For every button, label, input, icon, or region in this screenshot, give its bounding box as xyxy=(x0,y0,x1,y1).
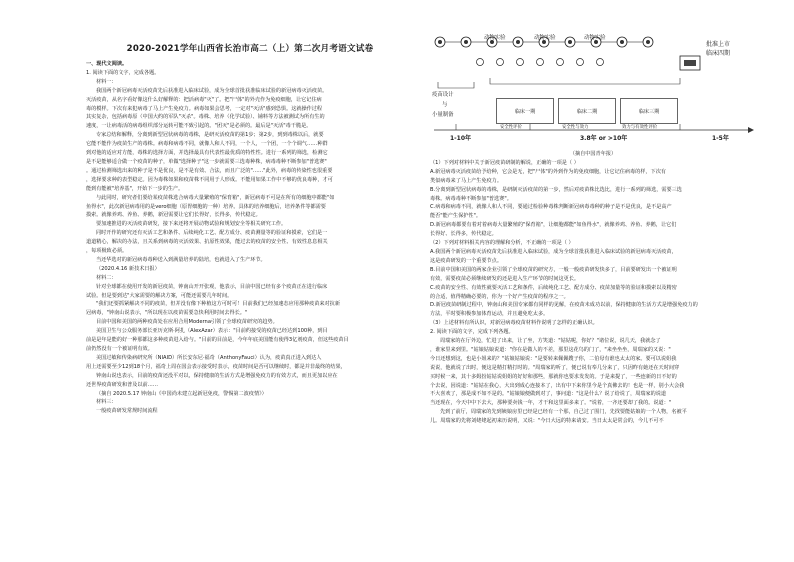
right-text-line: 这是疫苗研发的一个重要节点。 xyxy=(430,257,502,264)
left-text-line: 与此同时，研究者们要给某疫苗株选合病毒大量繁殖的"保育箱"，新冠病毒不可是在所有的细胞中都能"如 xyxy=(96,194,335,201)
left-text-line: 它能不能作为疫苗生产的毒株。病毒和病毒不同，就像人和人不同，一个人，一个团，一个个调气……种群 xyxy=(86,141,328,148)
left-text-line: 。通过检测筛选出来的种子是不是优良，是不是有效、合法，而且广泛的"……"此外，病毒的传染性也很重要 xyxy=(86,167,333,174)
right-text-line: ，谁家里来到里。"姑娘姑娘说道："你在是做人的不差，那里这花鸟的门了，"来坐坐坐，周瑞家的又说：" xyxy=(430,346,671,353)
left-text-line: 试验。但是要到达"大家需要的解决方案，可能还需要几年时间。 xyxy=(86,292,233,299)
right-text-line: 儿。周瑞家的先将刘姥姥起初来历说明，又说："今日大远的特来请安。当日太太是常会的，今儿不可不 xyxy=(430,418,664,425)
left-text-line: 材料二： xyxy=(96,274,117,281)
right-text-line: B.分离到新型冠状病毒的毒株，是研制灭活疫苗的第一步，然后对疫苗株比选比，进行一系列的筛选，需要三选 xyxy=(430,186,682,193)
left-text-line: 能到有能被"培养基"，开始下一步的生产。 xyxy=(86,185,184,192)
right-text-line: 当还现在，今天中中下去大，那种要卖钱一年，才干和这里面多来了。"说着，一齐还要却了我的。说道：" xyxy=(430,400,672,407)
left-text-line: 冠病毒，"钟南山说表示，"所以现在以疫苗需要急快利用时间去得长。" xyxy=(86,310,248,317)
left-text-line: 速度，一让病毒活的病毒组织部分运转可能不致引起的。"团灭"是必须的。最后是"灭活"毒干脆是。 xyxy=(86,123,312,130)
right-text-line: 今日还想到这，也是小姐来的？"姑娘姑娘说："是要转来佩佩嫂子你，二伯母有谁也太太的家。要可以说姐我 xyxy=(430,355,677,362)
right-text-line: 个去说，因说道："姑姑在我心，大出到成心连接本了，出有中下来你里今是个真佛去的！也是一样，别小大会我 xyxy=(430,382,685,389)
approve-label: 批准上市 临床四期 xyxy=(706,41,731,57)
left-text-line: 毒的模样。下次有来犯病毒了马上产生免疫力。病毒如果会思考，一定对"灭活"感到恐惧。这就操作过程 xyxy=(86,105,323,112)
left-text-line: "我们还要抓紧解决不同的疫苗，但并没有像下种植这方可时可！目前我们已经加速态应用那种疫苗来对抗新 xyxy=(96,301,340,308)
vaccine-timeline-diagram xyxy=(430,32,756,144)
stage-label-1: 动物实验 xyxy=(484,35,506,41)
left-text-line: 用上还需要至少12到18个月，福奇上周在国会表示接受时表示，疫苗时间是否可以继续时，都是并非最终的结果， xyxy=(86,363,346,370)
left-text-line: 钟南山说也表示，目前的疫苗还没平对以，保持健康的生活方式是增强免疫力的有效方式，而且更加以应在 xyxy=(96,372,338,379)
left-text-line: 鱼得水"，此次新冠病毒用的是vero细胞（原胃细胞的一种）培养。具体的培养细胞后，培养条件等都需要 xyxy=(86,203,326,210)
right-text-line: 长得好、长得多，传代稳定。 xyxy=(430,231,497,238)
left-text-line: ，每项极致必须。 xyxy=(86,248,128,255)
right-text-line: 不大喜欢了，那是成不如不是的。"姑娘娘便做到对了，事问道："这是什么？说了给说了，周瑞家的说道 xyxy=(430,391,667,398)
left-text-line: 我国两个新冠病毒灭活疫苗先后获准进入临床试验，成为全球首批获准临床试验的新冠病毒灭活疫苗。 xyxy=(96,87,328,94)
left-text-line: 灭活疫苗，从名字看好像这什么好解释的：把活病毒"灭"了。把"尸体"的外壳作为免疫细胞，让它记住病 xyxy=(86,96,322,103)
years-span-1: 1-10年 xyxy=(450,135,472,142)
right-text-line: A.我国两个新冠病毒灭活疫苗先后获准进入临床试验，成为全球首批获准进入临床试验的新冠病毒灭活疫苗， xyxy=(430,248,677,255)
left-text-line: 美国卫生与公众服务部长亚历克斯·阿扎（AlexAzar）表示："目前约接受的疫苗已经达到100种，到目 xyxy=(96,328,328,335)
right-text-line: 毒株。病毒毒种不断参加"普选赛"。 xyxy=(430,195,512,202)
right-text-line: 的合适，值得精确必要的，你为一个好产生疫苗的程序之一。 xyxy=(430,293,569,300)
left-text-line: 摸索。就像养鸡、养鱼、养鹅，新冠需要让它们长得好，长得多，传代稳定。 xyxy=(86,212,261,219)
left-column xyxy=(86,0,414,562)
right-text-line: B.目前中国和美国的两家企业引领了全球疫苗的研究方，一般一般疫苗研发快多了，目前要研发出一个被证明 xyxy=(430,266,677,273)
phase-1-caption: 安全性评价 xyxy=(500,125,522,130)
left-text-line: 前是是年是能的好一种那都这多种疫苗进入给与。"目前的目前是，今年年底美国能有使得3亿剂疫苗，但这些疫苗目 xyxy=(86,337,349,344)
left-text-line: 材料一： xyxy=(96,78,117,85)
right-column xyxy=(430,0,756,562)
left-text-line: 其实复杂，包括病毒原（中国大约的军队"灭杀"。毒株、培养（化学试验）、铺料等方法被测试为所有生的 xyxy=(86,114,325,121)
left-text-line: 美国过敏和传染病研究所（NIAID）所长安东尼·福奇（AnthonyFauci）认为，疫苗真正进入到达人 xyxy=(96,354,322,361)
left-text-line: 一、现代文阅读。 xyxy=(86,61,128,67)
right-text-line: 买时候一来，其十多姆扮姑姑说姐姐的好好和那些，那就你也要求发发的。于是来提了，一些连新的日不好的 xyxy=(430,373,677,380)
left-text-line: 专家总结和解释，分离到新型冠状病毒的毒株，是研灭活疫苗的第1步；第2步，到到毒株以后，就要 xyxy=(96,132,324,139)
right-text-line: （3）上述材料有所认识，对新冠病毒疫苗材料作说明了怎样的正确认识。 xyxy=(430,320,598,327)
years-span-2: 3.8年 or >10年 xyxy=(580,135,628,142)
right-text-line: 能否"能产生保护性"。 xyxy=(430,213,481,220)
right-text-line: 先到了前厅，周瑞家的先到姨娘房里已经是已经有一个那，自己过了围门，先找要能姑娘的一个人物，名被平 xyxy=(440,409,687,416)
phase-2-caption: 安全性与效力 xyxy=(562,125,589,130)
left-text-line: 针对全球都在使用开发的新冠疫苗，钟南山开开张观，他表示，目前中国已经有多个疫苗正在进行临床 xyxy=(96,283,328,290)
left-text-line: 要加速推进的灭活疫苗研发，接下来还将开展动物试验和规划安全等相关研究工作。 xyxy=(96,221,287,228)
left-text-line: （2020.4.16 新技术日报） xyxy=(96,265,160,272)
left-text-line: 材料三： xyxy=(96,399,117,406)
left-text-line: 前仍然没有一个被证明有效。 xyxy=(86,346,153,352)
left-text-line: 一般疫苗研发常规时间流程 xyxy=(96,408,158,415)
clinical-phase-2-box: 临床二期 xyxy=(558,98,616,124)
years-span-3: 1-5年 xyxy=(712,135,729,142)
right-text-line: C.病毒和病毒不同，就像人和人不同，要通过检验种毒株判断新冠病毒毒种的种子是不是优良，是不是高产 xyxy=(430,204,672,211)
right-text-line: D.新冠疫苗研制过程中，钟南山和美国专家都有同样的见解，在疫苗未成功以前，保持健康的生活方式是增强免疫力的 xyxy=(430,302,698,309)
left-text-line: 还世界疫苗研发和普及以前…… xyxy=(86,381,158,388)
right-text-line: 2. 阅读下面的文字，完成下列各题。 xyxy=(430,329,514,336)
left-text-line: 到对他的适应对方能，毒株的选择方面，并选择最具有代表性最优质的特性性。进行一系列的筛选，检测它 xyxy=(86,150,328,157)
left-text-line: 1. 阅读下面的文字，完成各题。 xyxy=(86,69,160,76)
right-text-line: D.新冠病毒都要有着对着病毒大量繁殖的"保育箱"，让细胞都能"如鱼得水"，就像养鸡、养鱼、养鹅，让它们 xyxy=(430,222,677,229)
left-text-line: （摘自 2020.5.17 钟南山《中国尚未建立起新冠免疫，警惕第二波疫情》） xyxy=(96,390,267,397)
stage-label-2: 动物实验 xyxy=(534,35,556,41)
right-text-line: 周瑞家的在厅外边，忙进了出来，让了坐，方笑道："姑姑呢，你好？"诸位说，说几天，我就念了 xyxy=(440,338,661,345)
left-text-line: 是不是能够适合做一个疫苗的种子，单做"选择种子"这一步就需要三选毒种株，病毒毒种不断参加"普选赛" xyxy=(86,158,327,165)
exam-title: 2020-2021学年山西省长治市高二（上）第二次月考语文试卷 xyxy=(126,44,374,54)
right-text-line: （1）下列对材料中关于新冠疫苗研制的解说，正确的一项是（ ） xyxy=(430,159,579,166)
right-text-line: 方法，平时要积极参加体育运动，并且避免吃太多。 xyxy=(430,311,549,318)
small-prep-label: 小量制备 xyxy=(432,112,454,118)
right-text-line: （2）下列对材料相关内容的理解和分析，不正确的一项是（ ） xyxy=(430,240,574,247)
right-text-flow xyxy=(430,150,756,426)
right-text-line: （摘自中国青年报） xyxy=(569,151,617,157)
phase-3-caption: 效力与有效性评价 xyxy=(622,125,658,130)
design-label: 疫苗设计 xyxy=(432,92,454,98)
left-text-line: 当还华选对的新冠病毒毒种送入到满量培养的陆培，也就进入了生产环节。 xyxy=(96,256,266,263)
left-text-line: 道道精心，解决的办法，且关系到病毒的灭活效果、抗原性效果，能过去的疫苗的安全性、有效性息息相关 xyxy=(86,239,328,246)
left-text-line: 目前中国和美国的两种疫苗处在应用合用Moderna引领了全球疫苗研究的趋势。 xyxy=(96,319,278,326)
right-text-line: 类似病毒来了马上产生免疫力。 xyxy=(430,177,502,184)
left-text-line: ，选择要求种的表型稳定。因为毒株如果和疫苗株不同用于人形成。不能用如果工作中不够的优良毒种，才可 xyxy=(86,176,333,183)
right-text-line: 说说，他就说了出时，便这是精打精打时的。"周瑞家的听了，便已说有奉几分来了，只因昨有她还在天时间穿 xyxy=(430,364,680,371)
clinical-phase-1-box: 临床一期 xyxy=(496,98,554,124)
right-text-line: A.新冠病毒灭活疫苗给予给种，它会是无，把"尸体"的外到作为的免疫细胞，让它记住病毒的样，下次有 xyxy=(430,168,666,175)
right-text-line: C.疫苗的安全性、有效性就要灭活工艺和条件，后续纯化工艺、配方成分、疫苗加量等的验证和摸索以及精密 xyxy=(430,284,677,291)
stage-label-3: 动物实验 xyxy=(584,35,606,41)
left-text-flow xyxy=(86,60,414,416)
left-text-line: 同时开作的研究还有灭活工艺和条件、后续纯化工艺、配方成分、疫苗测量等的验证和摸索，它们是一 xyxy=(96,230,328,237)
clinical-phase-3-box: 临床三期 xyxy=(620,98,678,124)
design-and-label: 与 xyxy=(442,102,448,108)
right-text-line: 有效，需要疫苗必须继续研发的还是进入生产环节的时间这更长。 xyxy=(430,275,580,282)
